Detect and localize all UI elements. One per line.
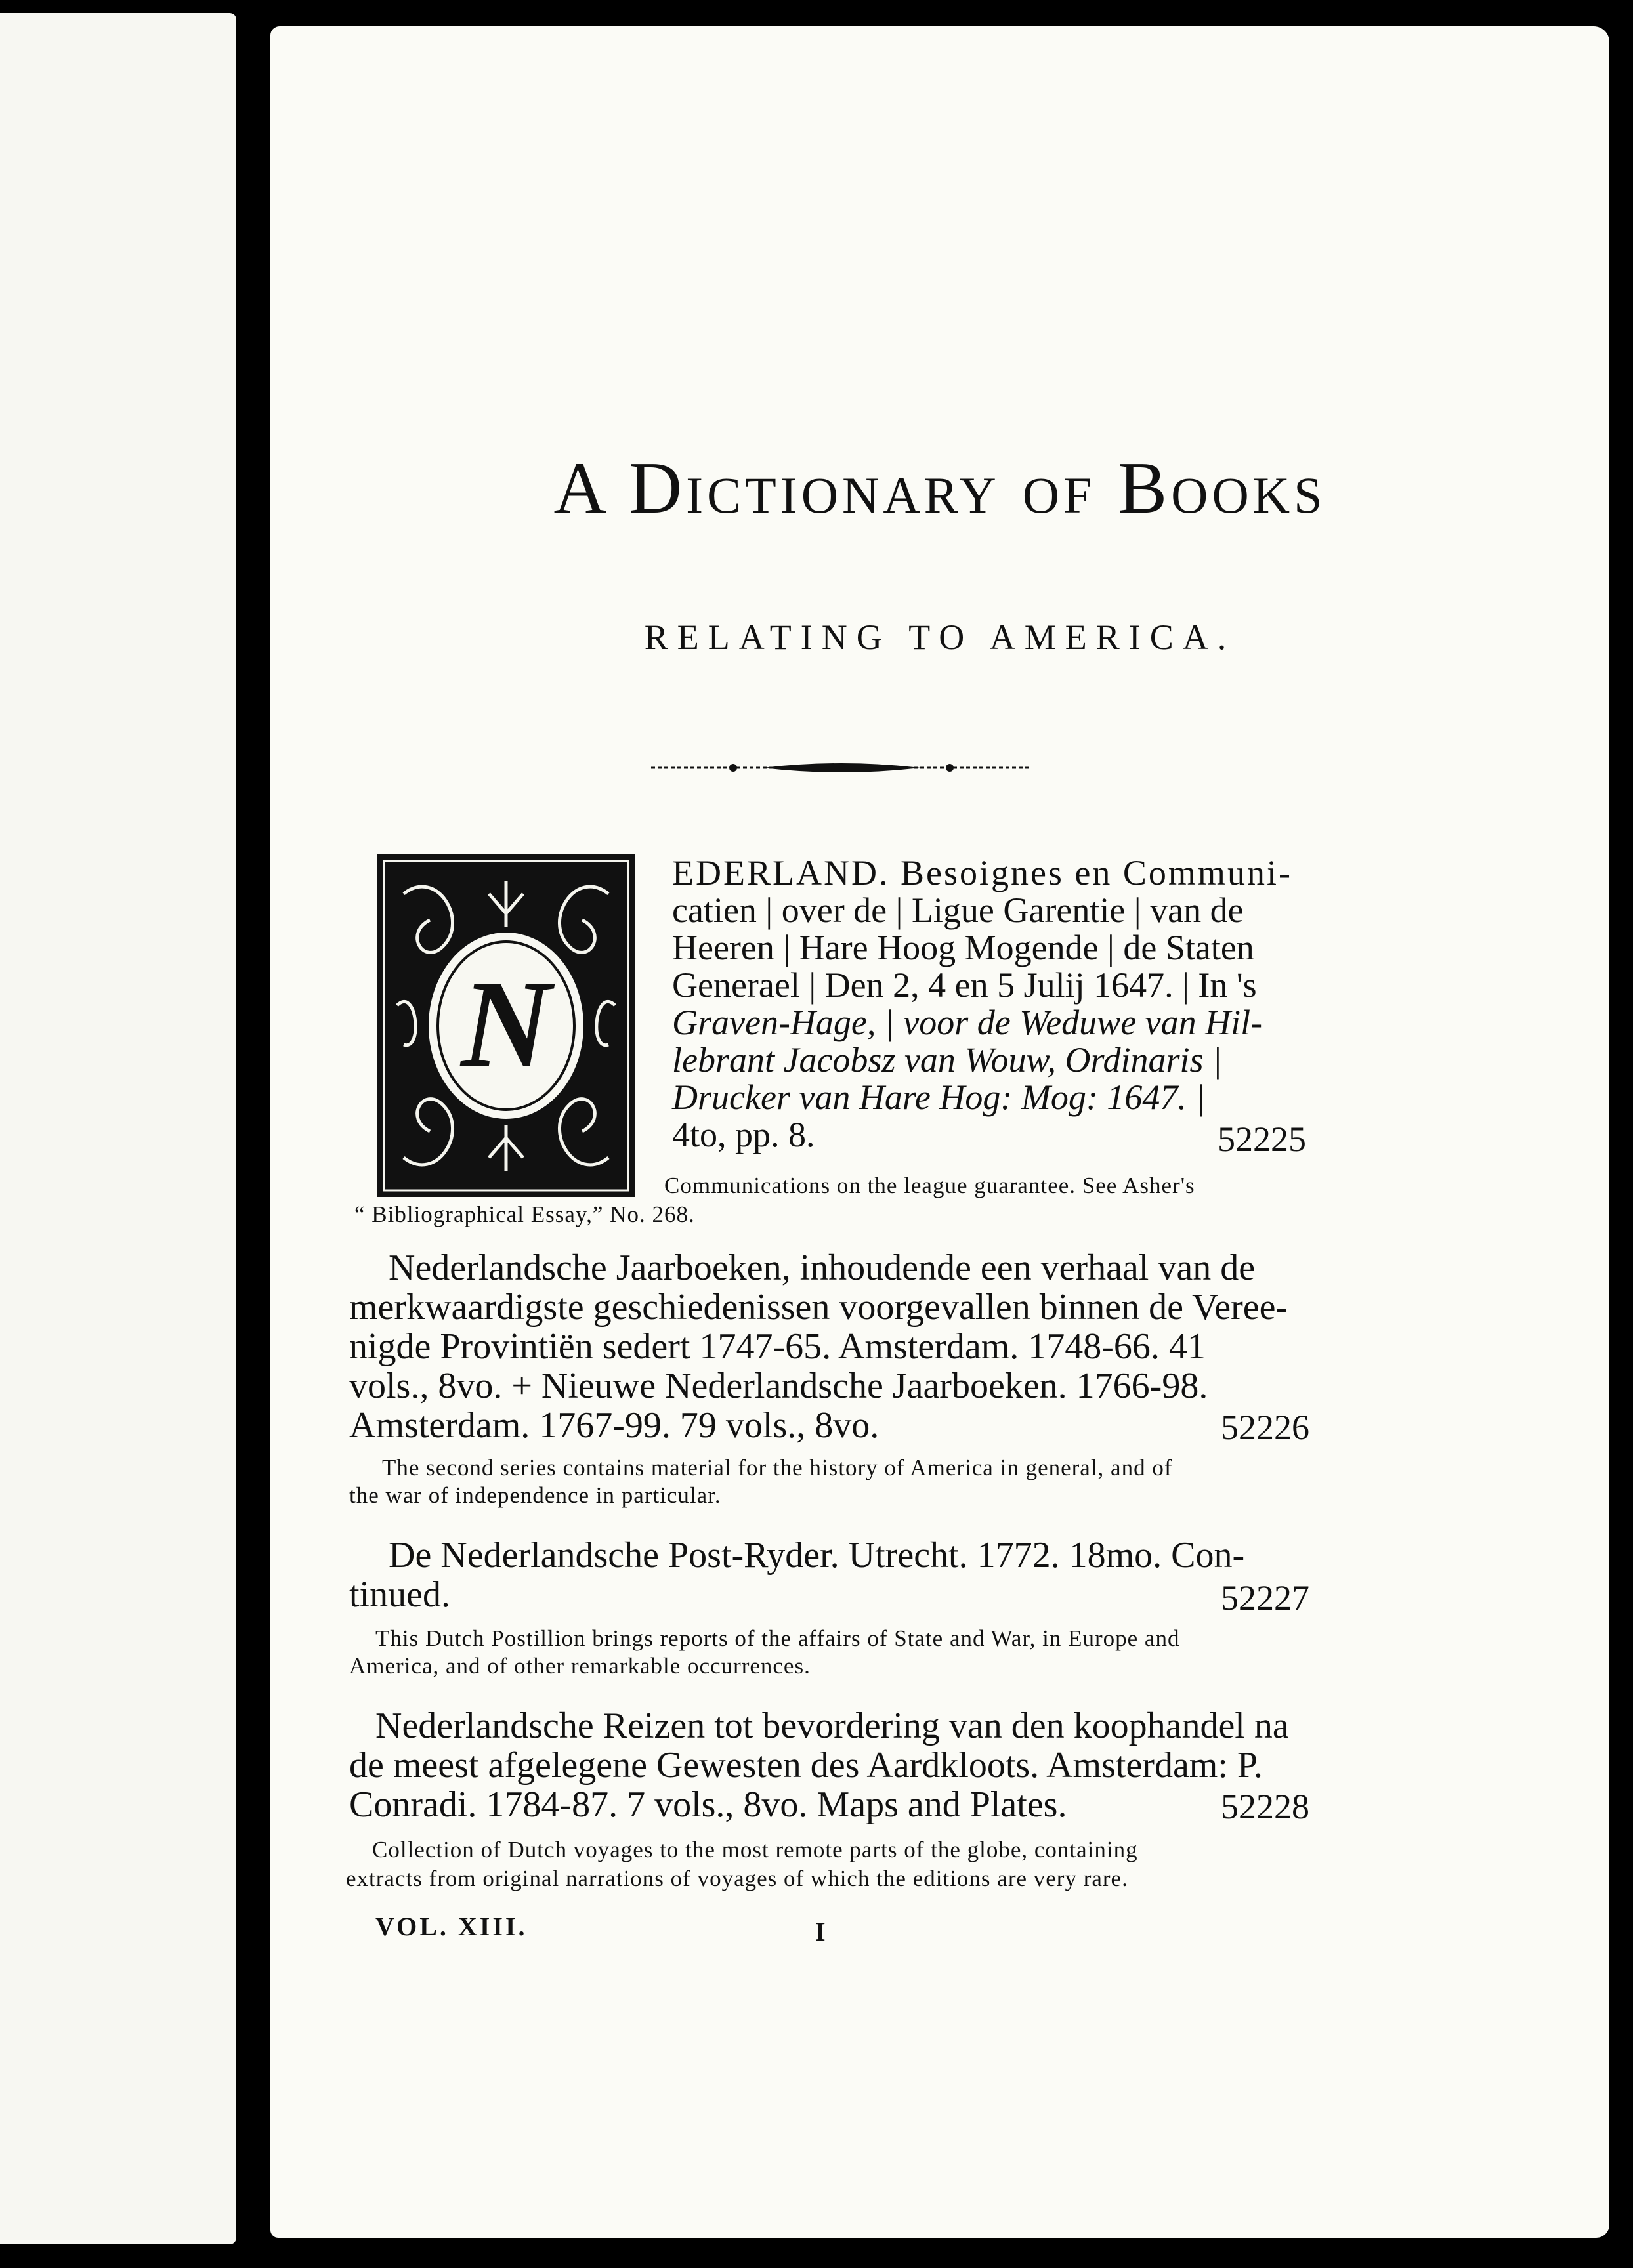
entry-3-note-2: America, and of other remarkable occurrences. (349, 1653, 811, 1679)
entry-1-number: 52225 (1218, 1120, 1306, 1159)
entry-2-line-1: Nederlandsche Jaarboeken, inhoudende een verhaal van de (389, 1248, 1256, 1288)
entry-3-note-1: This Dutch Postillion brings reports of the affairs of State and War, in Europe and (375, 1626, 1180, 1651)
entry-4-line-3: Conradi. 1784-87. 7 vols., 8vo. Maps and Plates. (349, 1784, 1067, 1825)
entry-4-note-2: extracts from original narrations of voyages of which the editions are very rare. (346, 1866, 1128, 1891)
entry-4-line-1: Nederlandsche Reizen tot bevordering van den koophandel na (375, 1706, 1289, 1746)
entry-2-line-5: Amsterdam. 1767-99. 79 vols., 8vo. (349, 1405, 880, 1446)
entry-4-number: 52228 (1221, 1787, 1309, 1826)
signature-mark: I (815, 1917, 828, 1946)
page-subtitle: RELATING TO AMERICA. (644, 618, 1236, 657)
entry-1-line-3: Heeren | Hare Hoog Mogende | de Staten (672, 928, 1254, 967)
entry-1-note-1: Communications on the league guarantee. See Asher's (664, 1173, 1195, 1198)
entry-2-line-4: vols., 8vo. + Nieuwe Nederlandsche Jaarboeken. 1766-98. (349, 1366, 1208, 1406)
decorative-rule (651, 755, 1032, 781)
entry-4-note-1: Collection of Dutch voyages to the most remote parts of the globe, containing (372, 1837, 1138, 1862)
decorated-initial (377, 854, 635, 1197)
entry-1-line-8: 4to, pp. 8. (672, 1115, 815, 1154)
entry-2-number: 52226 (1221, 1408, 1309, 1447)
entry-1-line-6: lebrant Jacobsz van Wouw, Ordinaris | (672, 1040, 1222, 1080)
initial-letter: N (461, 956, 551, 1093)
entry-3-line-2: tinued. (349, 1574, 450, 1615)
entry-3-number: 52227 (1221, 1578, 1309, 1618)
entry-1-note-2: “ Bibliographical Essay,” No. 268. (354, 1202, 695, 1227)
entry-1-line-2: catien | over de | Ligue Garentie | van de (672, 891, 1244, 930)
entry-2-line-2: merkwaardigste geschiedenissen voorgevallen binnen de Veree- (349, 1287, 1288, 1328)
entry-2-line-3: nigde Provintiën sedert 1747-65. Amsterdam. 1748-66. 41 (349, 1326, 1206, 1367)
entry-1-line-5: Graven-Hage, | voor de Weduwe van Hil- (672, 1003, 1263, 1042)
entry-2-note-2: the war of independence in particular. (349, 1482, 721, 1508)
entry-2-note-1: The second series contains material for the history of America in general, and of (382, 1455, 1173, 1480)
page-title: A Dictionary of Books (553, 448, 1326, 529)
entry-1-line-1: EDERLAND. Besoignes en Communi- (672, 853, 1292, 892)
volume-label: VOL. XIII. (375, 1912, 528, 1941)
entry-1-line-4: Generael | Den 2, 4 en 5 Julij 1647. | In 's (672, 965, 1257, 1005)
entry-4-line-2: de meest afgelegene Gewesten des Aardkloots. Amsterdam: P. (349, 1745, 1263, 1786)
facing-page-edge (0, 13, 236, 2244)
entry-1-line-7: Drucker van Hare Hog: Mog: 1647. | (672, 1078, 1206, 1117)
book-gutter (236, 0, 272, 2268)
book-page (270, 26, 1609, 2238)
entry-3-line-1: De Nederlandsche Post-Ryder. Utrecht. 1772. 18mo. Con- (389, 1535, 1245, 1576)
